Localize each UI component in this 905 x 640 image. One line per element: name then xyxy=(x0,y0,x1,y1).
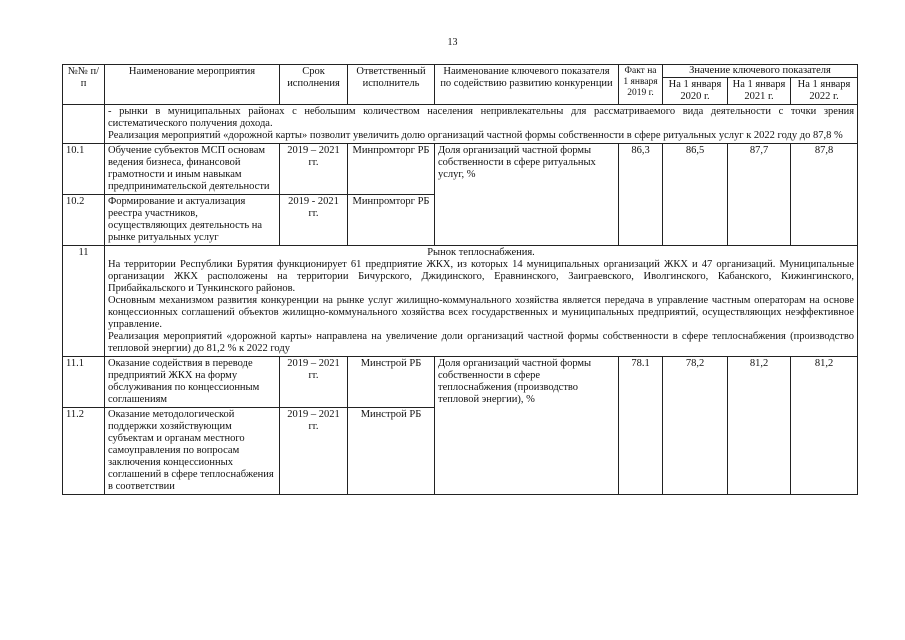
row-value-2021: 81,2 xyxy=(728,357,791,495)
page-number: 13 xyxy=(447,37,458,48)
header-2021: На 1 января 2021 г. xyxy=(728,78,791,105)
header-name: Наименование мероприятия xyxy=(105,65,280,105)
row-num: 11.2 xyxy=(63,408,105,495)
header-fact: Факт на 1 января 2019 г. xyxy=(619,65,663,105)
row-value-2021: 87,7 xyxy=(728,144,791,246)
intro-text xyxy=(105,105,858,144)
row-indicator: Доля организаций частной формы собственности в сфере ритуальных услуг, % xyxy=(435,144,619,246)
header-row xyxy=(63,65,858,78)
header-2020: На 1 января 2020 г. xyxy=(663,78,728,105)
section-paragraph-2: Основным механизмом развития конкуренции на рынке услуг жилищно-коммунального хозяйства является передача в управление частным операторам на основе концессионных соглашений объектов жилищно-коммунального хозяйства всех государственных и муниципальных предприятий, осуществляющих неэффективное управление. xyxy=(108,295,855,330)
section-row-11 xyxy=(63,246,858,357)
row-name: Оказание содействия в переводе предприятий ЖКХ на форму обслуживания по концессионным соглашениям xyxy=(105,357,280,408)
row-value-2020: 78,2 xyxy=(663,357,728,495)
roadmap-table xyxy=(62,64,858,495)
section-paragraph-3: Реализация мероприятий «дорожной карты» направлена на увеличение доли организаций частной формы собственности в сфере теплоснабжения (производство тепловой энергии) до 81,2 % к 2022 году xyxy=(108,331,855,354)
row-name: Формирование и актуализация реестра участников, осуществляющих деятельность на рынке ритуальных услуг xyxy=(105,195,280,246)
row-responsible: Минпромторг РБ xyxy=(348,144,435,195)
row-indicator: Доля организаций частной формы собственности в сфере теплоснабжения (производство тепловой энергии), % xyxy=(435,357,619,495)
header-responsible: Ответственный исполнитель xyxy=(348,65,435,105)
intro-num-cell xyxy=(63,105,105,144)
row-term: 2019 – 2021 гг. xyxy=(280,144,348,195)
intro-line-1: - рынки в муниципальных районах с небольшим количеством населения непривлекательны для рассматриваемого вида деятельности с точки зрения систематического получения дохода. xyxy=(108,106,855,129)
intro-row xyxy=(63,105,858,144)
header-value-group: Значение ключевого показателя xyxy=(663,65,858,78)
row-value-2022: 87,8 xyxy=(791,144,858,246)
table-row-11-1 xyxy=(63,357,858,408)
header-indicator: Наименование ключевого показателя по содействию развитию конкуренции xyxy=(435,65,619,105)
row-name: Обучение субъектов МСП основам ведения бизнеса, финансовой грамотности и иным навыкам предпринимательской деятельности xyxy=(105,144,280,195)
table-row-10-1 xyxy=(63,144,858,195)
row-term: 2019 – 2021 гг. xyxy=(280,408,348,495)
row-value-2020: 86,5 xyxy=(663,144,728,246)
row-responsible: Минстрой РБ xyxy=(348,408,435,495)
row-responsible: Минстрой РБ xyxy=(348,357,435,408)
row-fact: 86,3 xyxy=(619,144,663,246)
section-title: Рынок теплоснабжения. xyxy=(427,247,535,258)
row-num: 11.1 xyxy=(63,357,105,408)
row-term: 2019 – 2021 гг. xyxy=(280,357,348,408)
header-term: Срок исполнения xyxy=(280,65,348,105)
intro-line-2: Реализация мероприятий «дорожной карты» позволит увеличить долю организаций частной формы собственности в сфере ритуальных услуг к 2022 году до 87,8 % xyxy=(108,130,843,141)
header-2022: На 1 января 2022 г. xyxy=(791,78,858,105)
section-paragraph-1: На территории Республики Бурятия функционирует 61 предприятие ЖКХ, из которых 14 муниципальных организаций ЖКХ и 47 организаций. Муниципальные организации ЖКХ расположены на территории Бичурского, Джидинского, Еравнинского, Заиграевского, Иволгинского, Кабанского, Кижингинского, Прибайкальского и Тункинского районов. xyxy=(108,259,855,294)
section-text xyxy=(105,246,858,357)
row-responsible: Минпромторг РБ xyxy=(348,195,435,246)
row-name: Оказание методологической поддержки хозяйствующим субъектам и органам местного самоуправления по вопросам заключения концессионных соглашений в сфере теплоснабжения в соответствии xyxy=(105,408,280,495)
row-num: 10.2 xyxy=(63,195,105,246)
section-num: 11 xyxy=(63,246,105,357)
row-value-2022: 81,2 xyxy=(791,357,858,495)
header-num: №№ п/п xyxy=(63,65,105,105)
row-term: 2019 - 2021 гг. xyxy=(280,195,348,246)
row-num: 10.1 xyxy=(63,144,105,195)
row-fact: 78.1 xyxy=(619,357,663,495)
